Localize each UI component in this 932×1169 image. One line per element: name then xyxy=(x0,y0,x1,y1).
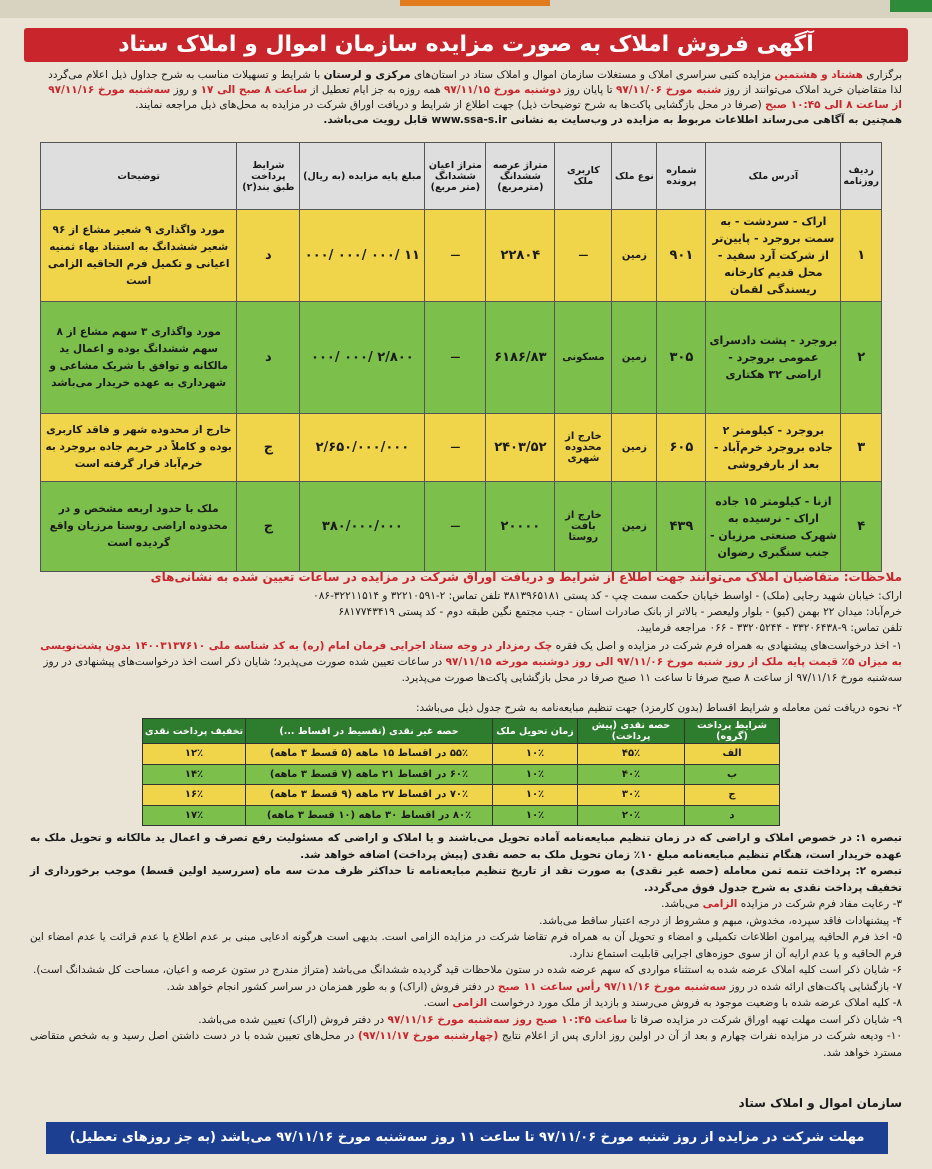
condition-4: ۴- پیشنهادات فاقد سپرده، مخدوش، مبهم و مشروط از درجه اعتبار ساقط می‌باشد. xyxy=(539,914,902,927)
intro-text: برگزاری هشتاد و هشتمین مزایده کتبی سراسری املاک و مستغلات سازمان اموال و املاک ستاد در استان‌های مرکزی و لرستان با شرایط و تسهیلات مناسب به شرح جداول ذیل اعلام می‌گردد لذا متقاضیان خرید املاک می‌توانند از روز شنبه مورخ ۹۷/۱۱/۰۶ تا پایان روز دوشنبه مورخ ۹۷/۱۱/۱۵ همه روزه به جز ایام تعطیل از ساعت ۸ صبح الی ۱۷ و روز سه‌شنبه مورخ ۹۷/۱۱/۱۶ از ساعت ۸ الی ۱۰:۴۵ صبح (صرفا در محل بازگشایی پاکت‌ها به شرح توضیحات ذیل) جهت اطلاع از شرایط و دریافت اوراق شرکت در مزایده به محل‌های ذیل مراجعه نمایند. همچنین به آگاهی می‌رساند اطلاعات مربوط به مزایده در وب‌سایت به نشانی www.ssa-s.ir قابل رویت می‌باشد. xyxy=(48,69,902,126)
condition-5: ۵- اخذ فرم الحاقیه پیرامون اطلاعات تکمیلی و امضاء و تحویل آن به همراه فرم تقاضا شرکت در مزایده الزامی است. بدیهی است هرگونه ادعایی مبنی بر عدم اطلاع یا عدم قرائت یا عدم امضاء این فرم الحاقیه و یا عدم ارایه آن از سوی حوزه‌های اجرایی قابلیت استماع ندارد. xyxy=(30,931,902,960)
condition-6: ۶- شایان ذکر است کلیه املاک عرضه شده به استثناء مواردی که سهم عرضه شده در ستون ملاحظات قید گردیده ششدانگ می‌باشد (متراژ مندرج در ستون عرصه و اعیان، مساحت کل ششدانگ است). xyxy=(32,964,902,976)
notice-title: آگهی فروش املاک به صورت مزایده سازمان اموال و املاک ستاد xyxy=(24,28,908,62)
organization-signature: سازمان اموال و املاک ستاد xyxy=(738,1096,902,1110)
terms-row: الف ۴۵٪ ۱۰٪ ۵۵٪ در اقساط ۱۵ ماهه (۵ قسط ۳ ماهه) ۱۲٪ xyxy=(143,744,780,765)
col-file-number: شماره پرونده xyxy=(657,143,706,210)
col-base-price: مبلغ پایه مزایده (به ریال) xyxy=(300,143,425,210)
col-usage: کاربری ملک xyxy=(555,143,612,210)
properties-table xyxy=(40,142,882,572)
contact-phone: تلفن تماس: ۹-۳۳۲۰۶۴۳۸ - ۳۳۲۰۵۲۴۴ - ۰۶۶ مراجعه فرمایید. xyxy=(636,622,902,634)
col-address: آدرس ملک xyxy=(706,143,841,210)
conditions-list xyxy=(30,830,902,1061)
payment-terms-table xyxy=(142,718,780,826)
terms-row: ج ۳۰٪ ۱۰٪ ۷۰٪ در اقساط ۲۷ ماهه (۹ قسط ۳ ماهه) ۱۶٪ xyxy=(143,785,780,806)
note-1: ۱- اخذ درخواست‌های پیشنهادی به همراه فرم شرکت در مزایده و اصل یک فقره چک رمزدار در وجه ستاد اجرایی فرمان امام (ره) به کد شناسه ملی ۱۴۰۰۳۱۳۷۶۱۰ بدون پشت‌نویسی به میزان ۵٪ قیمت پایه ملک از روز شنبه مورخ ۹۷/۱۱/۰۶ الی روز دوشنبه مورخه ۹۷/۱۱/۱۵ در ساعات تعیین شده صورت می‌پذیرد؛ شایان ذکر است اخذ درخواست‌های پیشنهادی در روز سه‌شنبه مورخ ۹۷/۱۱/۱۶ از ساعت ۸ صبح صرفا تا ساعت ۱۱ صبح صرفا در محل بازگشایی پاکت‌ها صورت می‌پذیرد. xyxy=(40,640,902,684)
deadline-banner: مهلت شرکت در مزایده از روز شنبه مورخ ۹۷/۱۱/۰۶ تا ساعت ۱۱ روز سه‌شنبه مورخ ۹۷/۱۱/۱۶ می‌باشد (به جز روزهای تعطیل) xyxy=(46,1122,888,1154)
address-khorramabad: خرم‌آباد: میدان ۲۲ بهمن (کیو) - بلوار ولیعصر - بالاتر از بانک صادرات استان - جنب مجتمع نگین طبقه دوم - کد پستی ۶۸۱۷۷۴۳۴۱۹ xyxy=(338,606,902,618)
note-2: ۲- نحوه دریافت ثمن معامله و شرایط اقساط (بدون کارمزد) جهت تنظیم مبایعه‌نامه به شرح جدول ذیل می‌باشد: xyxy=(415,702,902,714)
col-type: نوع ملک xyxy=(612,143,657,210)
condition-3: ۳- رعایت مفاد فرم شرکت در مزایده الزامی می‌باشد. xyxy=(661,898,902,910)
table-row: ۳ بروجرد - کیلومتر ۲ جاده بروجرد خرم‌آباد - بعد از بارفروشی ۶۰۵ زمین خارج از محدوده شهری ۲۴۰۳/۵۲ — ۲/۶۵۰/۰۰۰/۰۰۰ ج خارج از محدوده شهر و فاقد کاربری بوده و کاملاً در حریم جاده بروجرد به خرم‌آباد قرار گرفته است xyxy=(41,414,882,482)
office-addresses xyxy=(30,588,902,636)
col-description: توضیحات xyxy=(41,143,237,210)
terms-row: ب ۴۰٪ ۱۰٪ ۶۰٪ در اقساط ۲۱ ماهه (۷ قسط ۳ ماهه) ۱۴٪ xyxy=(143,764,780,785)
condition-10: ۱۰- ودیعه شرکت در مزایده نفرات چهارم و بعد از آن در اولین روز اداری پس از اعلام نتایج (چهارشنبه مورخ ۹۷/۱۱/۱۷) در محل‌های تعیین شده با در دست داشتن اصل رسید و به شخص متقاضی مسترد خواهد شد. xyxy=(30,1030,903,1059)
condition-7: ۷- بازگشایی پاکت‌های ارائه شده در روز سه‌شنبه مورخ ۹۷/۱۱/۱۶ رأس ساعت ۱۱ صبح در دفتر فروش (اراک) و به طور همزمان در سراسر کشور انجام خواهد شد. xyxy=(166,980,902,993)
col-row-number: ردیف روزنامه xyxy=(841,143,882,210)
note-tabsareh-2: تبصره ۲: پرداخت تتمه ثمن معامله (حصه غیر نقدی) به صورت نقد از تاریخ تنظیم مبایعه‌نامه تا حداکثر ظرف مدت سه ماه (سررسید اولین قسط) موجب برخورداری از تخفیف پرداخت نقدی به شرح جدول فوق می‌گردد. xyxy=(30,865,903,894)
table-row: ۲ بروجرد - پشت دادسرای عمومی بروجرد - اراضی ۳۲ هکتاری ۳۰۵ زمین مسکونی ۶۱۸۶/۸۳ — ۲/۸۰۰ /۰۰۰ /۰۰۰ د مورد واگذاری ۳ سهم مشاع از ۸ سهم ششدانگ بوده و اعمال ید مالکانه و توافق با شریک مشاعی و شهرداری به عهده خریدار می‌باشد xyxy=(41,302,882,414)
condition-9: ۹- شایان ذکر است مهلت تهیه اوراق شرکت در مزایده صرفا تا ساعت ۱۰:۴۵ صبح روز سه‌شنبه مورخ ۹۷/۱۱/۱۶ در دفتر فروش (اراک) تعیین شده می‌باشد. xyxy=(198,1013,902,1026)
notes-heading: ملاحظات: متقاضیان املاک می‌توانند جهت اطلاع از شرایط و دریافت اوراق شرکت در مزایده در ساعات تعیین شده به نشانی‌های xyxy=(150,570,902,584)
address-arak: اراک: خیابان شهید رجایی (ملک) - اواسط خیابان حکمت سمت چپ - کد پستی ۳۸۱۳۹۶۵۱۸۱ تلفن تماس: ۲-۳۲۲۱۰۵۹۱ و ۳۲۲۱۱۵۱۴-۰۸۶ xyxy=(313,590,902,602)
col-building-area: متراژ اعیان ششدانگ (متر مربع) xyxy=(425,143,486,210)
condition-8: ۸- کلیه املاک عرضه شده با وضعیت موجود به فروش می‌رسند و بازدید از ملک مورد درخواست الزامی است. xyxy=(423,997,902,1009)
note-tabsareh-1: تبصره ۱: در خصوص املاک و اراضی که در زمان تنظیم مبایعه‌نامه آماده تحویل می‌باشند و یا املاک و اراضی که مسئولیت رفع تصرف و اعمال ید مالکانه و تحویل ملک به عهده خریدار است، هنگام تنظیم مبایعه‌نامه مبلغ ۱۰٪ زمان تحویل ملک به حصه نقدی (پیش پرداخت) اضافه خواهد شد. xyxy=(30,832,903,861)
table-row: ۴ ازنا - کیلومتر ۱۵ جاده اراک - نرسیده به شهرک صنعتی مرزیان - جنب سنگبری رضوان ۴۳۹ زمین خارج از بافت روستا ۲۰۰۰۰ — ۳۸۰/۰۰۰/۰۰۰ ج ملک با حدود اربعه مشخص و در محدوده اراضی روستا مرزیان واقع گردیده است xyxy=(41,482,882,572)
col-payment-terms: شرایط پرداخت طبق بند(۲) xyxy=(237,143,300,210)
col-land-area: متراژ عرصه ششدانگ (مترمربع) xyxy=(486,143,555,210)
top-strip xyxy=(0,0,932,18)
table-header-row xyxy=(41,143,882,210)
terms-header-row: شرایط پرداخت (گروه) حصه نقدی (پیش پرداخت) زمان تحویل ملک حصه غیر نقدی (تقسیط در اقساط ...) تخفیف پرداخت نقدی xyxy=(143,719,780,744)
table-row: ۱ اراک - سردشت - به سمت بروجرد - پایین‌تر از شرکت آرد سفید - محل قدیم کارخانه ریسندگی لقمان ۹۰۱ زمین — ۲۲۸۰۴ — ۱۱ /۰۰۰ /۰۰۰ /۰۰۰ د مورد واگذاری ۹ شعیر مشاع از ۹۶ شعیر ششدانگ به استناد بهاء ثمنیه اعیانی و تکمیل فرم الحاقیه الزامی است xyxy=(41,210,882,302)
terms-row: د ۲۰٪ ۱۰٪ ۸۰٪ در اقساط ۳۰ ماهه (۱۰ قسط ۳ ماهه) ۱۷٪ xyxy=(143,805,780,826)
